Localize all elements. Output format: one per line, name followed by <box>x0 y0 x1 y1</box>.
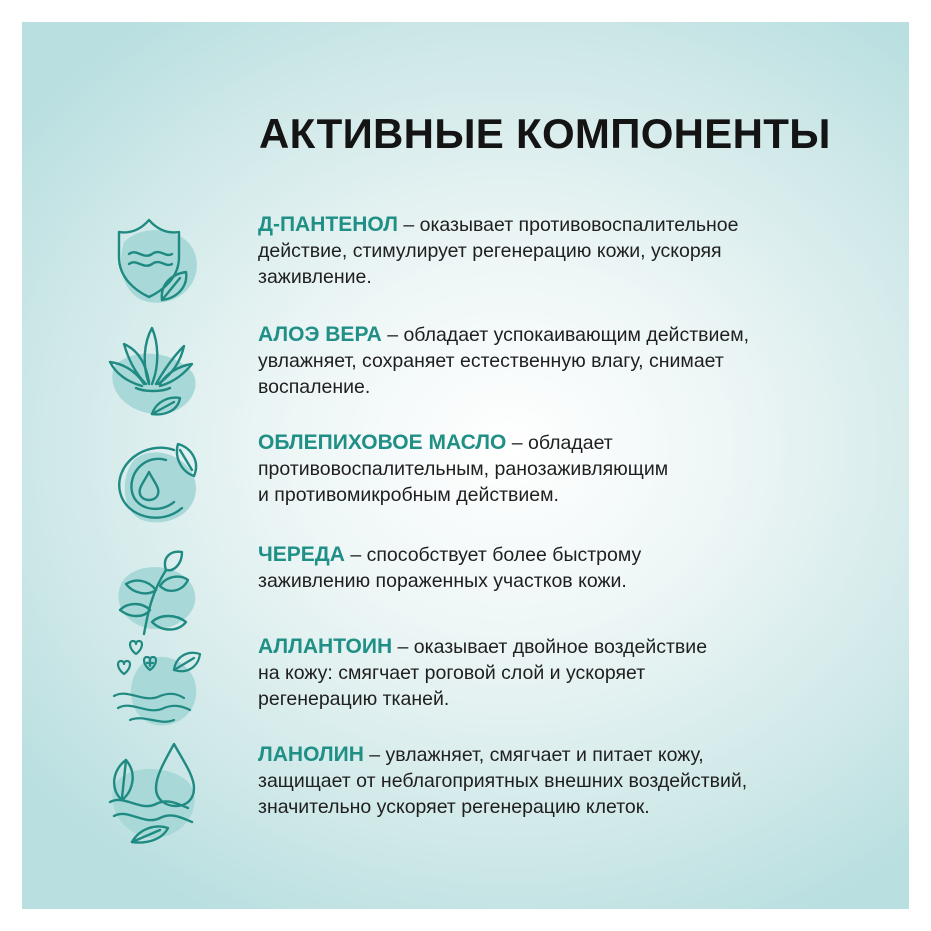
component-description: АЛЛАНТОИН – оказывает двойное воздействие на кожу: смягчает роговой слой и ускоряет регенерацию тканей. <box>258 635 708 710</box>
page-title: АКТИВНЫЕ КОМПОНЕНТЫ <box>259 110 831 157</box>
component-description: ОБЛЕПИХОВОЕ МАСЛО – обладает противовоспалительным, ранозаживляющим и противомикробным действием. <box>258 431 669 506</box>
component-description: АЛОЭ ВЕРА – обладает успокаивающим действием, увлажняет, сохраняет естественную влагу, снимает воспаление. <box>258 323 750 398</box>
component-name: ЛАНОЛИН <box>258 743 364 766</box>
component-name: ЧЕРЕДА <box>258 543 345 566</box>
hearts-skin-icon <box>104 634 214 744</box>
component-name: Д-ПАНТЕНОЛ <box>258 213 398 236</box>
component-name: АЛОЭ ВЕРА <box>258 323 382 346</box>
info-card <box>22 22 909 909</box>
component-name: ОБЛЕПИХОВОЕ МАСЛО <box>258 431 507 454</box>
shield-leaf-icon <box>104 212 214 322</box>
component-name: АЛЛАНТОИН <box>258 635 393 658</box>
oil-drop-icon <box>104 430 214 540</box>
component-description: ЛАНОЛИН – увлажняет, смягчает и питает кожу, защищает от неблагоприятных внешних воздействий, значительно ускоряет регенерацию клеток. <box>258 743 748 818</box>
drop-leaf-waves-icon <box>104 742 214 852</box>
aloe-icon <box>104 322 214 432</box>
component-description: Д-ПАНТЕНОЛ – оказывает противовоспалительное действие, стимулирует регенерацию кожи, ускоряя заживление. <box>258 213 739 288</box>
component-description: ЧЕРЕДА – способствует более быстрому заживлению пораженных участков кожи. <box>258 543 642 592</box>
